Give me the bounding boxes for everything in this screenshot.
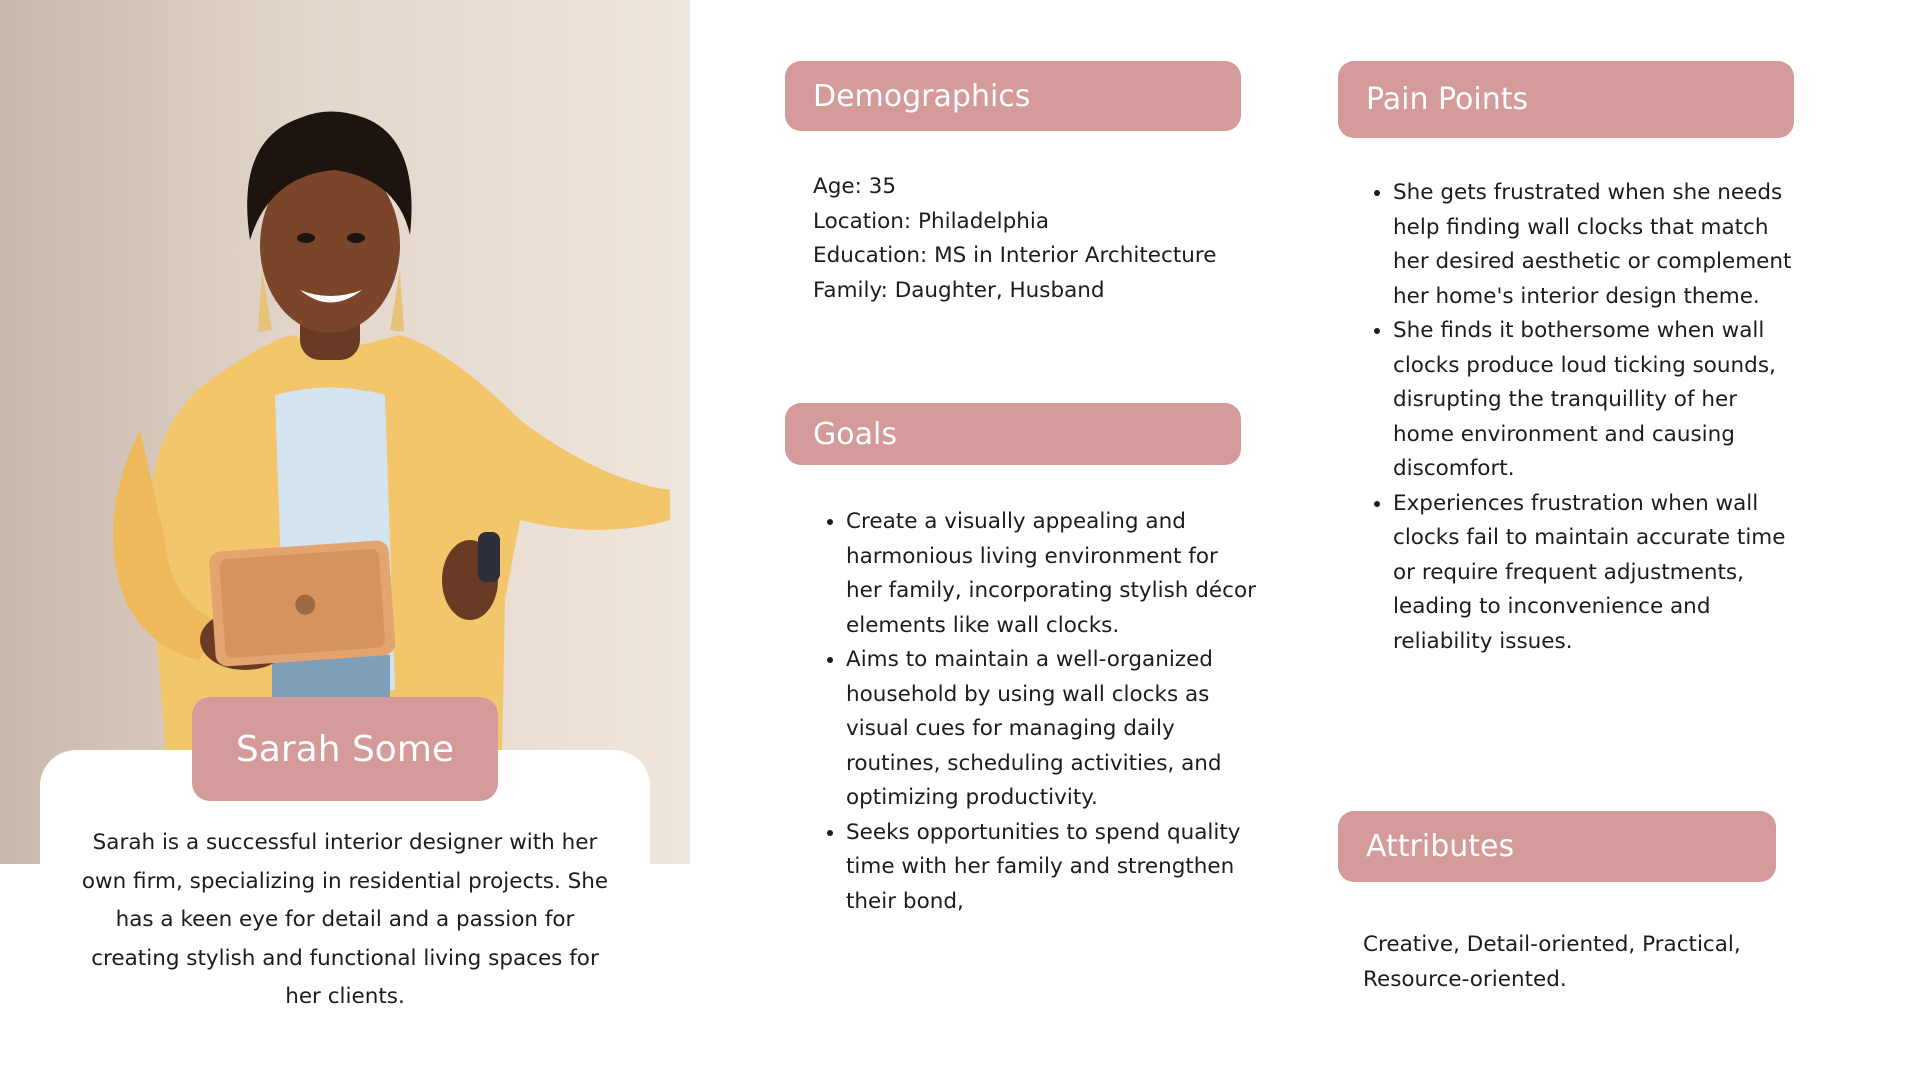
goals-header: Goals <box>785 403 1241 465</box>
list-item: • Seeks opportunities to spend quality time with her family and strengthen their bond, <box>846 816 1256 920</box>
demographics-list <box>813 170 1273 308</box>
list-item: • Aims to maintain a well-organized household by using wall clocks as visual cues for managing daily routines, scheduling activities, and optimizing productivity. <box>846 643 1256 816</box>
list-item: • She finds it bothersome when wall clocks produce loud ticking sounds, disrupting the tranquillity of her home environment and causing discomfort. <box>1393 314 1803 487</box>
list-item: • Create a visually appealing and harmonious living environment for her family, incorporating stylish décor elements like wall clocks. <box>846 505 1256 643</box>
demographics-age: Age: 35 <box>813 174 897 199</box>
attributes-header: Attributes <box>1338 811 1776 882</box>
demographics-education: Education: MS in Interior Architecture <box>813 243 1217 268</box>
pain-points-list <box>1360 176 1803 659</box>
list-item: • She gets frustrated when she needs help finding wall clocks that match her desired aesthetic or complement her home's interior design theme. <box>1393 176 1803 314</box>
pain-points-header: Pain Points <box>1338 61 1794 138</box>
persona-bio: Sarah is a successful interior designer with her own firm, specializing in residential projects. She has a keen eye for detail and a passion for creating stylish and functional living spaces for her clients. <box>81 830 609 1009</box>
demographics-location: Location: Philadelphia <box>813 208 1049 234</box>
attributes-text: Creative, Detail-oriented, Practical, Resource-oriented. <box>1363 932 1741 992</box>
persona-name: Sarah Some <box>192 697 498 801</box>
goals-list <box>813 505 1256 919</box>
demographics-header: Demographics <box>785 61 1241 131</box>
demographics-family: Family: Daughter, Husband <box>813 277 1105 303</box>
list-item: • Experiences frustration when wall clocks fail to maintain accurate time or require frequent adjustments, leading to inconvenience and reliability issues. <box>1393 487 1803 660</box>
